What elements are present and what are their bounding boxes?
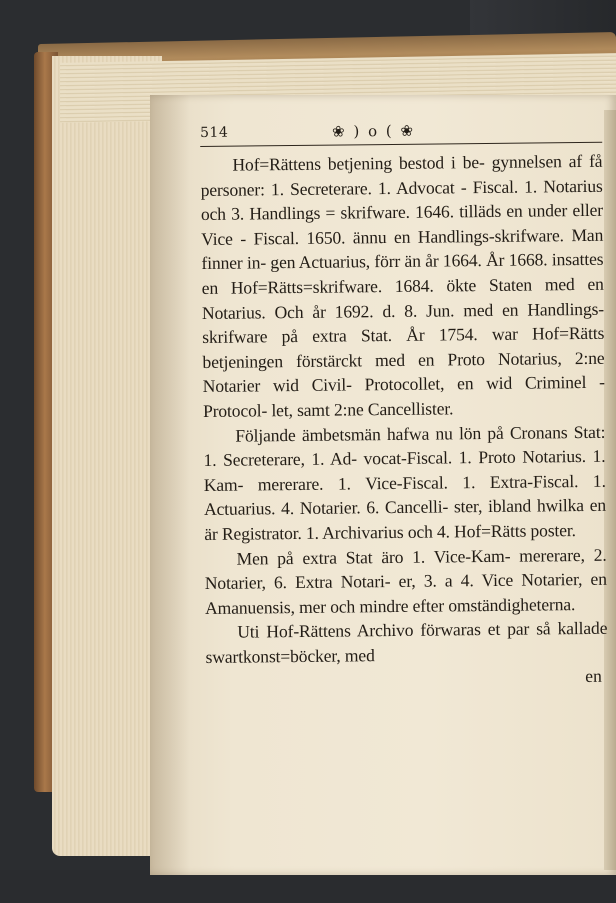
- running-head: [200, 120, 602, 147]
- paragraph-3: Men på extra Stat äro 1. Vice-Kam- mererare, 2. Notarier, 6. Extra Notari- er, 3. a 4. Vice Notarier, en Amanuensis, mer och mindre efter omständigheterna.: [204, 544, 607, 618]
- gutter-shadow: [150, 95, 190, 875]
- page-edges-left: [52, 56, 162, 856]
- paragraph-4: Uti Hof-Rättens Archivo förwaras et par så kallade swartkonst=böcker, med: [205, 618, 608, 667]
- body-text: [200, 149, 607, 670]
- catchword: en: [585, 666, 602, 687]
- page-text: [200, 120, 608, 692]
- paragraph-2: Följande ämbetsmän hafwa nu lön på Cronans Stat: 1. Secreterare, 1. Ad- vocat-Fiscal. 1. Proto Notarius. 1. Kam- mererare. 1. Vice-Fiscal. 1. Extra-Fiscal. 1. Actuarius. 4. Notarier. 6. Cancelli- ster, ibland hwilka en är Registrator. 1. Archivarius och 4. Hof=Rätts poster.: [203, 421, 607, 544]
- head-ornament: ❀ ) o ( ❀: [331, 121, 416, 141]
- paragraph-1: Hof=Rättens betjening bestod i be- gynnelsen af få personer: 1. Secreterare. 1. Advocat - Fiscal. 1. Notarius och 3. Handlings = skrifware. 1646. tilläds en under eller Vice - Fiscal. 1650. ännu en Handlings-skrifware. Man finner in- gen Actuarius, förr än år 1664. År 1668. insattes en Hof=Rätts=skrifware. 1684. ökte Staten med en Notarius. Och år 1692. d. 8. Jun. med en Handlings- skrifware på extra Stat. År 1754. war Hof=Rätts betjeningen förstärckt med en Proto Notarius, 2:ne Notarier wid Civil- Protocollet, en wid Criminel - Protocol- let, samt 2:ne Cancellister.: [200, 150, 605, 421]
- page-number: 514: [200, 124, 229, 141]
